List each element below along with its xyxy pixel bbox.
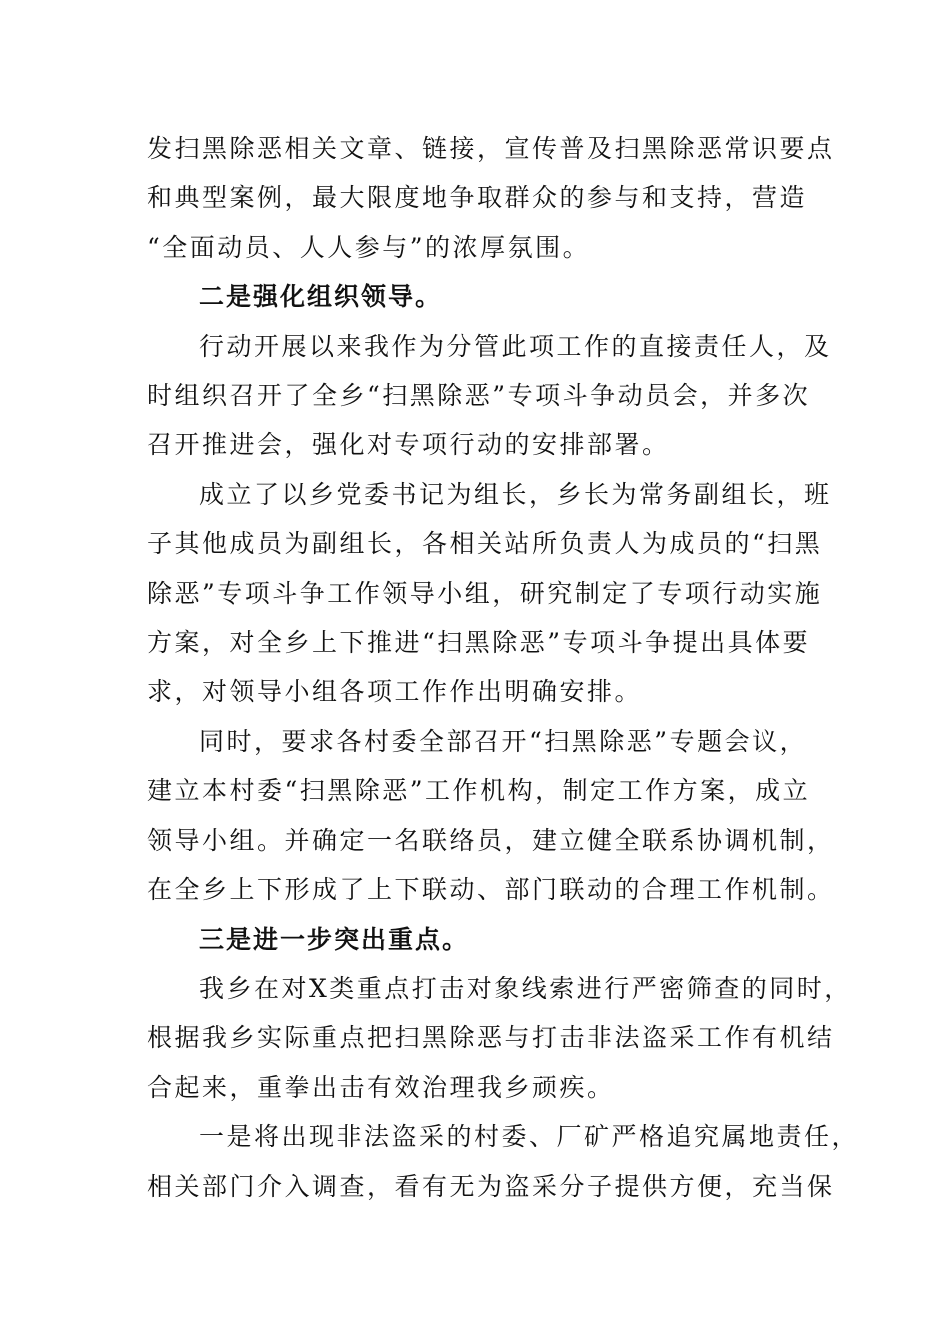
text-line: 方案，对全乡上下推进“扫黑除恶”专项斗争提出具体要 <box>147 628 811 658</box>
text-line: 我乡在对X类重点打击对象线索进行严密筛查的同时， <box>199 973 852 1003</box>
text-line: 合起来，重拳出击有效治理我乡顽疾。 <box>147 1072 615 1102</box>
text-line: 根据我乡实际重点把扫黑除恶与打击非法盗采工作有机结 <box>147 1023 835 1053</box>
text-line: 子其他成员为副组长，各相关站所负责人为成员的“扫黑 <box>147 529 823 559</box>
document-body <box>147 124 860 1211</box>
text-line: 除恶”专项斗争工作领导小组，研究制定了专项行动实施 <box>147 578 823 608</box>
text-line: 召开推进会，强化对专项行动的安排部署。 <box>147 430 670 460</box>
text-line: 在全乡上下形成了上下联动、部门联动的合理工作机制。 <box>147 875 835 905</box>
text-line: “全面动员、人人参与”的浓厚氛围。 <box>147 232 591 262</box>
text-line: 成立了以乡党委书记为组长，乡长为常务副组长，班 <box>199 479 832 509</box>
text-line: 同时，要求各村委全部召开“扫黑除恶”专题会议， <box>199 726 808 756</box>
section-heading: 三是进一步突出重点。 <box>199 924 470 954</box>
text-line: 建立本村委“扫黑除恶”工作机构，制定工作方案，成立 <box>147 776 811 806</box>
text-line: 发扫黑除恶相关文章、链接，宣传普及扫黑除恶常识要点 <box>147 134 835 163</box>
text-line: 求，对领导小组各项工作作出明确安排。 <box>147 677 643 707</box>
text-line: 领导小组。并确定一名联络员，建立健全联系协调机制， <box>147 825 835 855</box>
text-line: 一是将出现非法盗采的村委、厂矿严格追究属地责任， <box>199 1122 860 1152</box>
section-heading: 二是强化组织领导。 <box>199 282 443 312</box>
text-line: 时组织召开了全乡“扫黑除恶”专项斗争动员会，并多次 <box>147 381 811 411</box>
text-line: 相关部门介入调查，看有无为盗采分子提供方便，充当保 <box>147 1171 835 1201</box>
text-line: 行动开展以来我作为分管此项工作的直接责任人，及 <box>199 331 832 361</box>
text-line: 和典型案例，最大限度地争取群众的参与和支持，营造 <box>147 183 808 213</box>
